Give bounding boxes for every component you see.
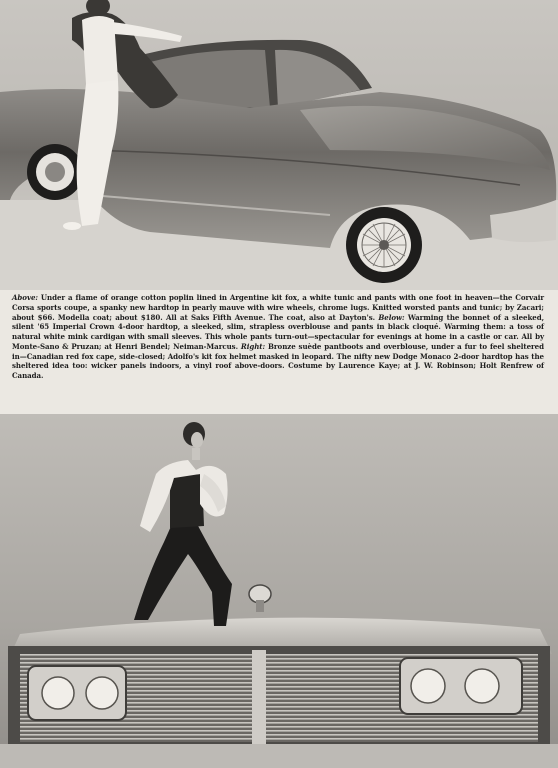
caption-below-text: Warming the bonnet of a sleeked, silent '65 Imperial Crown 4-door hardtop, a sleeked, slim, strapless overblouse and pants in black cloqué. Warming them: a toss of natural white mink cardigan with small sleeves. This whole pants turn-out—spectacular for evenings at home in a castle or car. All by Monte-Sano & Pruzan; at Henri Bendel; Neiman-Marcus. [12,312,545,351]
caption-right-lead: Right: [240,341,266,351]
caption-right-text: Bronze suède pantboots and overblouse, under a fur to feel sheltered in—Canadian red fox cape, side-closed; Adolfo's kit fox helmet masked in leopard. The nifty new Dodge Monaco 2-door hardtop has the sheltered idea too: wicker panels indoors, a vinyl roof above-doors. Costume by Laurence Kaye; at J. W. Robinson; Holt Renfrew of Canada. [12,341,544,380]
imperial-photo-illustration [0,414,558,768]
photo-imperial-crown [0,414,558,768]
caption-below-lead: Below: [378,312,405,322]
photo-caption [12,293,544,411]
corvair-photo-illustration [0,0,558,290]
photo-corvair-coupe [0,0,558,290]
caption-above-lead: Above: [12,293,38,302]
caption-above-text: Under a flame of orange cotton poplin lined in Argentine kit fox, a white tunic and pants with one foot in heaven—the Corvair Corsa sports coupe, a spanky new hardtop in pearly mauve with wire wheels, chrome lugs. Knitted worsted pants and tunic; by Zacari; about $66. Modella coat; about $180. All at Saks Fifth Avenue. The coat, also at Dayton's. [12,293,544,322]
